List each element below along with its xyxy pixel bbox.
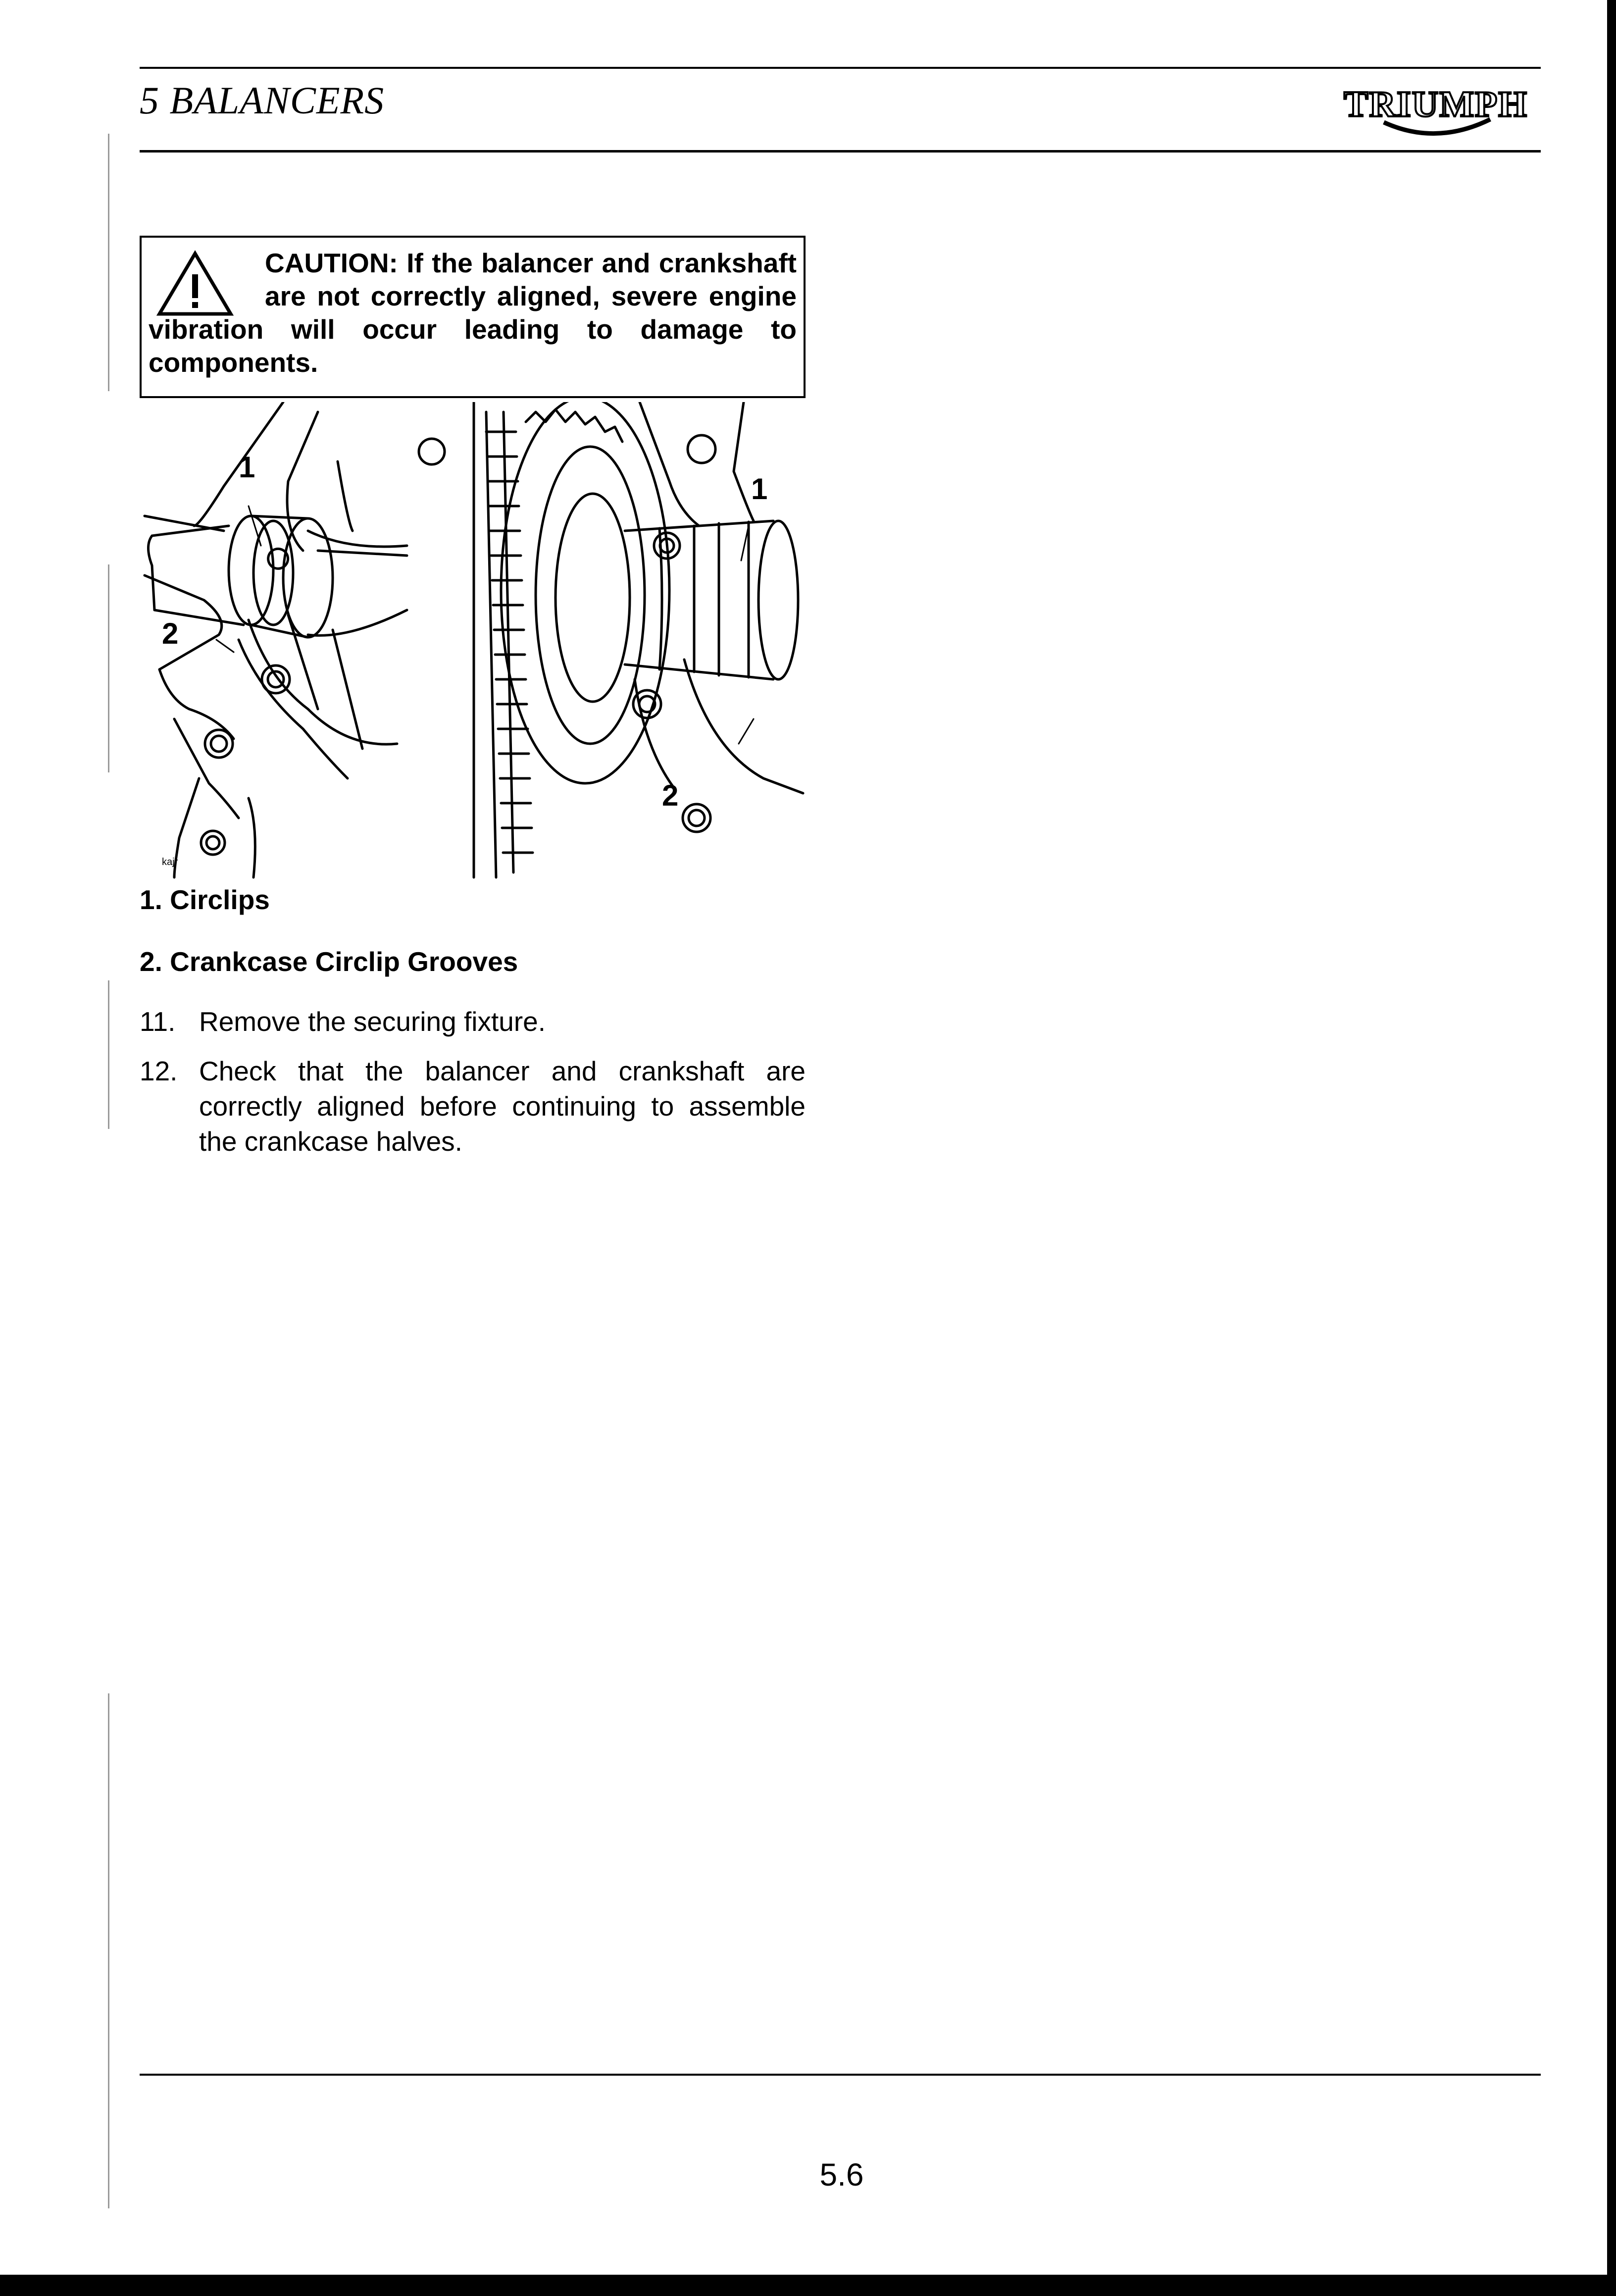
- svg-text:2: 2: [662, 779, 679, 812]
- header-top-rule: [140, 67, 1541, 69]
- page-frame-right: [1607, 0, 1616, 2296]
- margin-mark: [108, 980, 109, 1129]
- page-frame-bottom: [0, 2275, 1616, 2296]
- margin-mark: [108, 1693, 109, 2208]
- section-title: 5 BALANCERS: [140, 79, 385, 122]
- page-number: 5.6: [819, 2157, 864, 2193]
- step-text: Remove the securing fixture.: [199, 1006, 546, 1037]
- legend-item-grooves: 2. Crankcase Circlip Grooves: [140, 946, 518, 977]
- svg-text:TRIUMPH: TRIUMPH: [1344, 84, 1528, 125]
- legend-item-circlips: 1. Circlips: [140, 884, 270, 915]
- svg-text:kajr: kajr: [162, 857, 178, 867]
- svg-text:2: 2: [162, 617, 179, 650]
- step-text: Check that the balancer and crankshaft are correctly aligned before continuing to assemble the crankcase halves.: [199, 1056, 806, 1157]
- balancer-crankshaft-illustration: [140, 402, 806, 882]
- svg-text:1: 1: [751, 472, 768, 506]
- step-item: [140, 1054, 806, 1159]
- margin-mark: [108, 564, 109, 772]
- caution-box: [140, 236, 806, 398]
- header-bottom-rule: [140, 150, 1541, 153]
- triumph-logo: [1332, 72, 1540, 146]
- margin-mark: [108, 134, 109, 391]
- caution-text: CAUTION: If the balancer and crankshaft are not correctly aligned, severe engine vibration will occur leading to damage to components.: [149, 248, 797, 378]
- step-item: [140, 1004, 806, 1039]
- svg-text:1: 1: [239, 451, 255, 484]
- footer-rule: [140, 2074, 1541, 2076]
- step-number: 11.: [140, 1006, 176, 1037]
- step-number: 12.: [140, 1056, 178, 1086]
